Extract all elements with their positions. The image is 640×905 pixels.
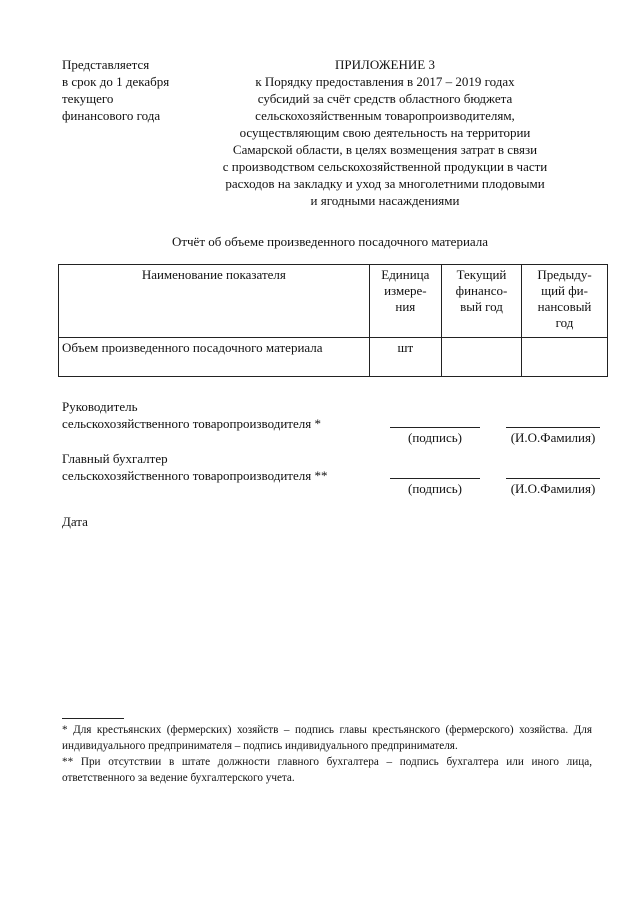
signature-role: Руководитель [62, 399, 138, 414]
header-text: Предыду- [537, 267, 592, 282]
submission-note-line: текущего [62, 91, 114, 106]
header-previous-year [522, 265, 608, 338]
footnotes [62, 722, 592, 786]
accountant-signature-caption: (подпись) [408, 481, 462, 496]
head-signature-line [390, 427, 480, 428]
header-text: Наименование показателя [141, 267, 286, 282]
submission-note-line: Представляется [62, 57, 150, 72]
appendix-line: к Порядку предоставления в 2017 – 2019 годах [255, 74, 515, 89]
report-title: Отчёт об объеме произведенного посадочного материала [171, 234, 489, 249]
submission-note [62, 56, 222, 124]
signature-role-detail: сельскохозяйственного товаропроизводителя * [62, 416, 321, 431]
header-text: год [555, 315, 574, 330]
head-name-caption: (И.О.Фамилия) [510, 430, 596, 445]
cell-indicator-name: Объем произведенного посадочного материала [59, 338, 370, 377]
header-text: финансо- [455, 283, 508, 298]
header-text: вый год [460, 299, 503, 314]
appendix-line: с производством сельскохозяйственной продукции в части [222, 159, 548, 174]
signature-role: Главный бухгалтер [62, 451, 168, 466]
accountant-signature-label [62, 450, 327, 484]
appendix-line: субсидий за счёт средств областного бюджета [257, 91, 513, 106]
head-name-line [506, 427, 600, 428]
accountant-name-line [506, 478, 600, 479]
header-text: нансовый [537, 299, 592, 314]
header-text: щий фи- [541, 283, 588, 298]
report-table [58, 264, 608, 377]
header-unit [369, 265, 441, 338]
accountant-name-caption: (И.О.Фамилия) [510, 481, 596, 496]
date-label: Дата [62, 514, 88, 529]
header-text: Единица [381, 267, 430, 282]
appendix-line: и ягодными насаждениями [310, 193, 460, 208]
submission-note-line: в срок до 1 декабря [62, 74, 170, 89]
appendix-line: Самарской области, в целях возмещения затрат в связи [232, 142, 538, 157]
header-text: Текущий [456, 267, 507, 282]
header-indicator-name [59, 265, 370, 338]
header-text: ния [395, 299, 416, 314]
table-header-row [59, 265, 608, 338]
footnote-separator [62, 718, 124, 719]
cell-unit: шт [369, 338, 441, 377]
cell-previous-year [522, 338, 608, 377]
appendix-line: сельскохозяйственным товаропроизводителям, [255, 108, 515, 123]
head-signature-caption: (подпись) [408, 430, 462, 445]
appendix-title: ПРИЛОЖЕНИЕ 3 [335, 57, 435, 72]
header-current-year [441, 265, 521, 338]
table-row [59, 338, 608, 377]
appendix-line: осуществляющим свою деятельность на территории [239, 125, 531, 140]
submission-note-line: финансового года [62, 108, 161, 123]
appendix-line: расходов на закладку и уход за многолетними плодовыми [225, 176, 545, 191]
header-text: измере- [384, 283, 427, 298]
appendix-header [205, 56, 565, 209]
cell-current-year [441, 338, 521, 377]
head-signature-label [62, 398, 321, 432]
footnote: * Для крестьянских (фермерских) хозяйств – подпись главы крестьянского (фермерского) хозяйства. Для индивидуального предпринимателя – подпись индивидуального предпринимателя. [62, 724, 592, 752]
accountant-signature-line [390, 478, 480, 479]
signature-role-detail: сельскохозяйственного товаропроизводителя ** [62, 468, 328, 483]
footnote: ** При отсутствии в штате должности главного бухгалтера – подпись бухгалтера или иного лица, ответственного за ведение бухгалтерского учета. [62, 756, 592, 784]
